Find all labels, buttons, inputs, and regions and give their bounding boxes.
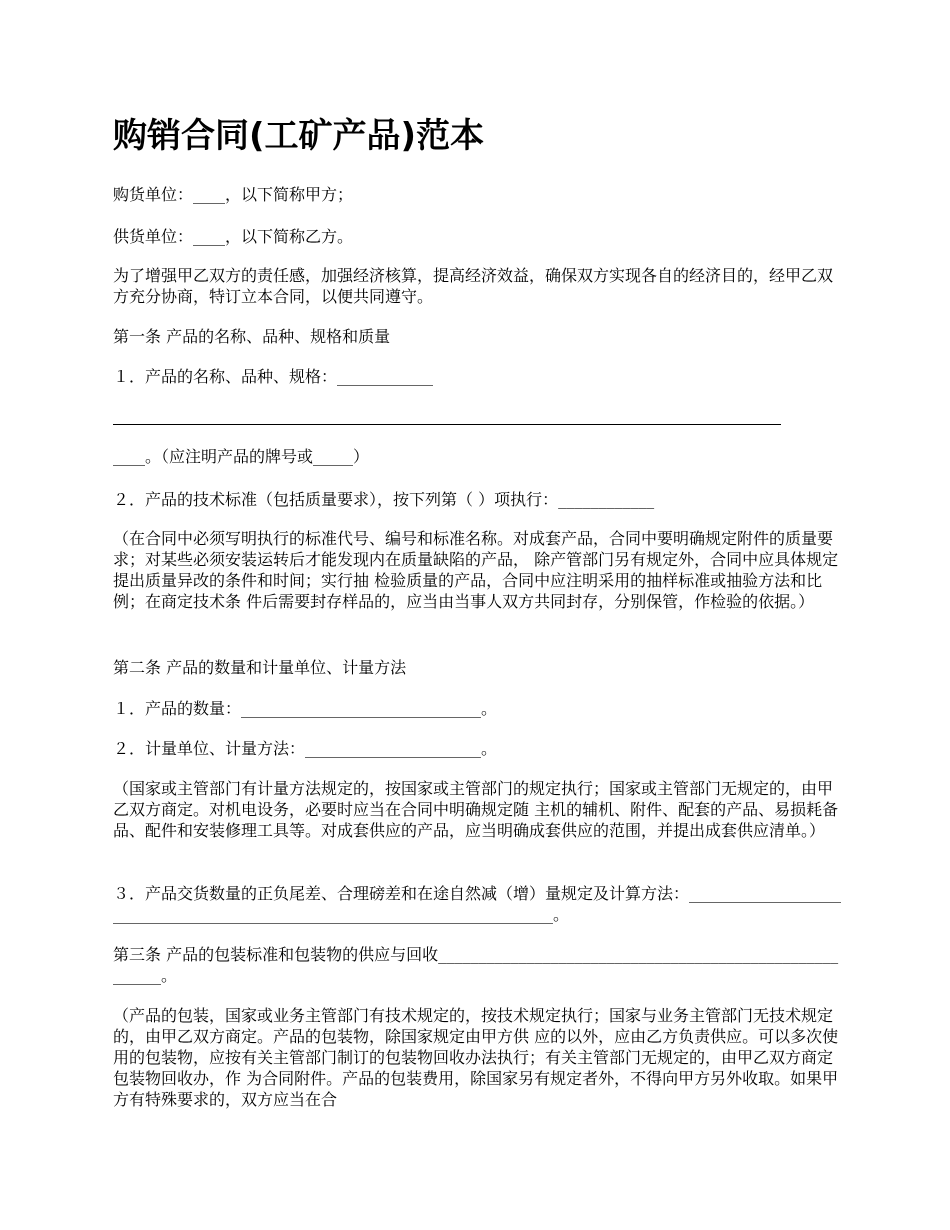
- article-3-heading: 第三条 产品的包装标准和包装物的供应与回收________________________________________________________。: [113, 945, 839, 985]
- article-2-item-3: ３．产品交货数量的正负尾差、合理磅差和在途自然减（增）量规定及计算方法：__________________________________________________________________________。: [113, 884, 842, 924]
- article-1-heading: 第一条 产品的名称、品种、规格和质量: [113, 327, 391, 346]
- article-1-item-1-continued: ____。（应注明产品的牌号或_____）: [113, 447, 370, 466]
- intro-paragraph: 为了增强甲乙双方的责任感，加强经济核算，提高经济效益，确保双方实现各自的经济目的，经甲乙双方充分协商，特订立本合同，以便共同遵守。: [113, 266, 834, 306]
- article-1-item-2: ２．产品的技术标准（包括质量要求），按下列第（ ）项执行：____________: [113, 490, 655, 509]
- article-1-note: （在合同中必须写明执行的标准代号、编号和标准名称。对成套产品，合同中要明确规定附件的质量要求；对某些必须安装运转后才能发现内在质量缺陷的产品， 除产管部门另有规定外，合同中应具体规定提出质量异改的条件和时间；实行抽 检验质量的产品，合同中应注明采用的抽样标准或抽验方法和比例；在商定技术条 件后需要封存样品的，应当由当事人双方共同封存，分别保管，作检验的依据。）: [113, 529, 839, 611]
- document-title: 购销合同(工矿产品)范本: [113, 116, 485, 156]
- seller-line: 供货单位：____，以下简称乙方。: [113, 227, 354, 246]
- article-2-item-2: ２．计量单位、计量方法：______________________。: [113, 739, 498, 758]
- article-3-note: （产品的包装，国家或业务主管部门有技术规定的，按技术规定执行；国家与业务主管部门无技术规定的，由甲乙双方商定。产品的包装物，除国家规定由甲方供 应的以外，应由乙方负责供应。可以多次使用的包装物，应按有关主管部门制订的包装物回收办法执行；有关主管部门无规定的，由甲乙双方商定包装物回收办，作 为合同附件。产品的包装费用，除国家另有规定者外，不得向甲方另外收取。如果甲方有特殊要求的，双方应当在合: [113, 1006, 839, 1109]
- article-2-heading: 第二条 产品的数量和计量单位、计量方法: [113, 658, 407, 677]
- article-1-item-1: １．产品的名称、品种、规格：____________: [113, 367, 434, 386]
- buyer-line: 购货单位：____，以下简称甲方；: [113, 185, 354, 204]
- blank-underline: [113, 424, 781, 425]
- article-2-note: （国家或主管部门有计量方法规定的，按国家或主管部门的规定执行；国家或主管部门无规定的，由甲乙双方商定。对机电设务，必要时应当在合同中明确规定随 主机的辅机、附件、配套的产品、易损耗备品、配件和安装修理工具等。对成套供应的产品，应当明确成套供应的范围，并提出成套供应清单。）: [113, 779, 839, 840]
- article-2-item-1: １．产品的数量：______________________________。: [113, 699, 498, 718]
